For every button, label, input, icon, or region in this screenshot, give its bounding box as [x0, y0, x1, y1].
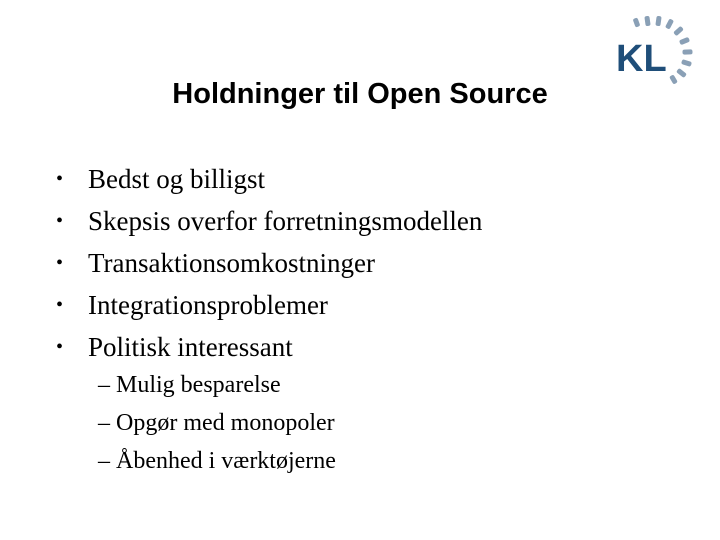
- sub-bullet-text: Mulig besparelse: [116, 372, 281, 398]
- bullet-text: Integrationsproblemer: [88, 290, 328, 320]
- dash-icon: –: [98, 372, 110, 398]
- bullet-item: [52, 242, 482, 284]
- bullet-item: [52, 200, 482, 242]
- bullet-text: Bedst og billigst: [88, 164, 266, 194]
- slide-title: Holdninger til Open Source: [172, 78, 548, 110]
- bullet-text: Politisk interessant: [88, 332, 293, 362]
- bullet-icon: •: [56, 210, 64, 232]
- bullet-icon: •: [56, 294, 64, 316]
- sub-bullet-item: [98, 442, 336, 480]
- bullet-text: Skepsis overfor forretningsmodellen: [88, 206, 483, 236]
- dash-icon: –: [98, 448, 110, 474]
- bullet-list: [52, 158, 482, 368]
- dash-icon: –: [98, 410, 110, 436]
- sub-bullet-text: Åbenhed i værktøjerne: [116, 448, 336, 474]
- sub-bullet-item: [98, 366, 336, 404]
- bullet-icon: •: [56, 168, 64, 190]
- bullet-icon: •: [56, 252, 64, 274]
- bullet-text: Transaktionsomkostninger: [88, 248, 376, 278]
- sub-bullet-list: [98, 366, 336, 480]
- bullet-item: [52, 158, 482, 200]
- logo-text: KL: [616, 38, 667, 80]
- sub-bullet-text: Opgør med monopoler: [116, 410, 335, 436]
- bullet-item: [52, 284, 482, 326]
- bullet-icon: •: [56, 336, 64, 358]
- sub-bullet-item: [98, 404, 336, 442]
- bullet-item: [52, 326, 482, 368]
